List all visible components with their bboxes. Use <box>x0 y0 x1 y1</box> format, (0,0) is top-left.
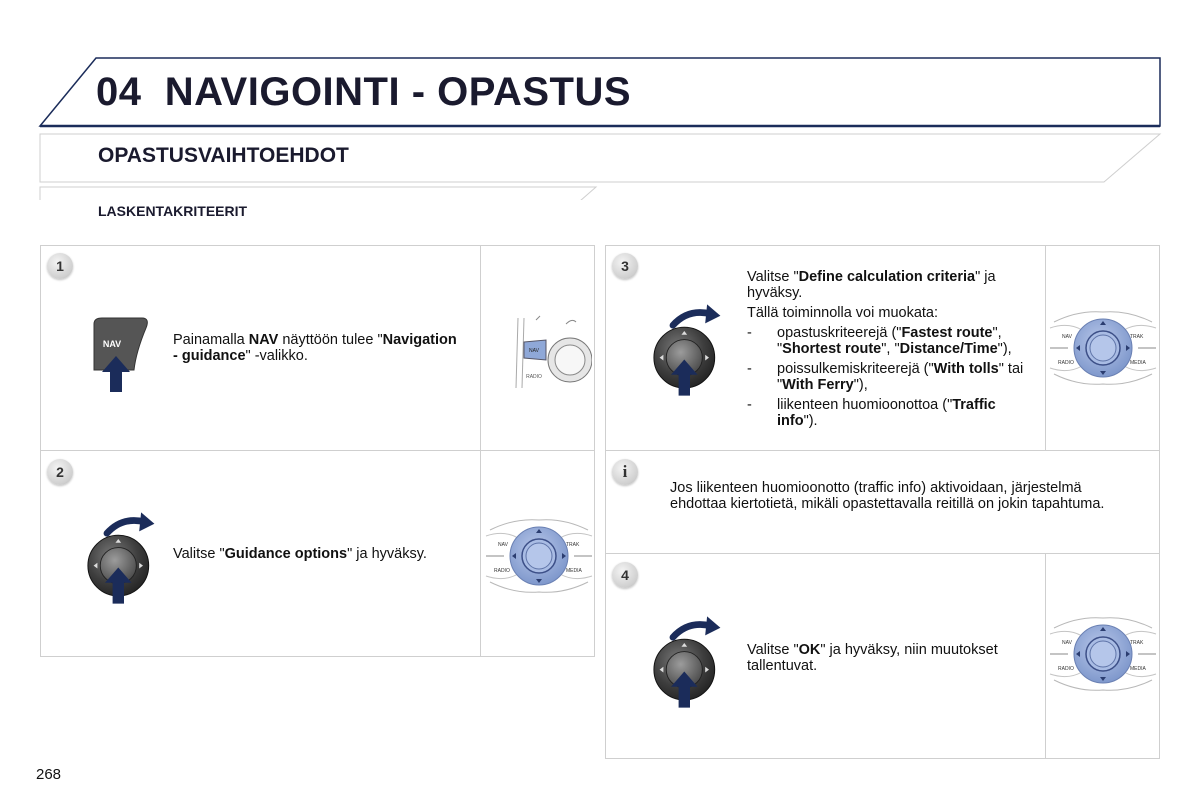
page-number: 268 <box>36 766 62 783</box>
criteria-list <box>747 325 1037 429</box>
control-dial-illustration <box>484 516 594 596</box>
step-badge-4: 4 <box>612 562 638 588</box>
step-badge-2: 2 <box>47 459 73 485</box>
dial-label-trak: TRAK <box>1130 640 1144 646</box>
dial-label-radio: RADIO <box>494 568 510 574</box>
subsection-title: LASKENTAKRITEERIT <box>98 203 248 219</box>
list-item: - opastuskriteerejä ("Fastest route", "Shortest route", "Distance/Time"), <box>747 325 1037 357</box>
dial-label-media: MEDIA <box>1130 666 1146 672</box>
step-3-text: Valitse "Define calculation criteria" ja hyväksy. Tällä toiminnolla voi muokata: - opastuskriteerejä ("Fastest route", "Shortest route", "Distance/Time"), - poissulkemiskriteerejä ("With tolls" tai "With Ferry"), - liikenteen huomioonottoa ("Traffic info"). <box>747 269 1037 433</box>
chapter-name: NAVIGOINTI - OPASTUS <box>164 70 632 114</box>
step-2-text: Valitse "Guidance options" ja hyväksy. <box>173 546 427 562</box>
dial-label-radio: RADIO <box>1058 360 1074 366</box>
dial-label-trak: TRAK <box>566 542 580 548</box>
control-dial-illustration <box>1048 308 1158 388</box>
chapter-title <box>96 70 631 115</box>
step-4-text: Valitse "OK" ja hyväksy, niin muutokset tallentuvat. <box>747 642 998 674</box>
dial-label-trak: TRAK <box>1130 334 1144 340</box>
dial-label-nav: NAV <box>498 542 508 548</box>
list-item: - poissulkemiskriteerejä ("With tolls" tai "With Ferry"), <box>747 361 1037 393</box>
knob-rotate-push-icon <box>652 612 728 712</box>
control-dial-illustration <box>1048 614 1158 694</box>
console-nav-label: NAV <box>529 348 539 354</box>
info-text: Jos liikenteen huomioonotto (traffic info) aktivoidaan, järjestelmä ehdottaa kiertotietä, mikäli opastettavalla reitillä on jokin tapahtuma. <box>670 480 1105 512</box>
info-icon: i <box>612 459 638 485</box>
section-title: OPASTUSVAIHTOEHDOT <box>98 144 349 167</box>
nav-button-illustration <box>84 316 154 396</box>
nav-key-label: NAV <box>102 339 122 349</box>
knob-rotate-push-icon <box>652 300 728 400</box>
chapter-number: 04 <box>96 70 142 114</box>
dial-label-media: MEDIA <box>1130 360 1146 366</box>
console-nav-illustration <box>512 314 592 392</box>
step-1-text: Painamalla NAV näyttöön tulee "Navigation - guidance" -valikko. <box>173 332 457 364</box>
dial-label-nav: NAV <box>1062 640 1072 646</box>
knob-rotate-push-icon <box>86 508 162 608</box>
dial-label-radio: RADIO <box>1058 666 1074 672</box>
list-item: - liikenteen huomioonottoa ("Traffic info"). <box>747 397 1037 429</box>
step-badge-3: 3 <box>612 253 638 279</box>
dial-label-nav: NAV <box>1062 334 1072 340</box>
console-radio-label: RADIO <box>526 374 542 380</box>
dial-label-media: MEDIA <box>566 568 582 574</box>
step-badge-1: 1 <box>47 253 73 279</box>
